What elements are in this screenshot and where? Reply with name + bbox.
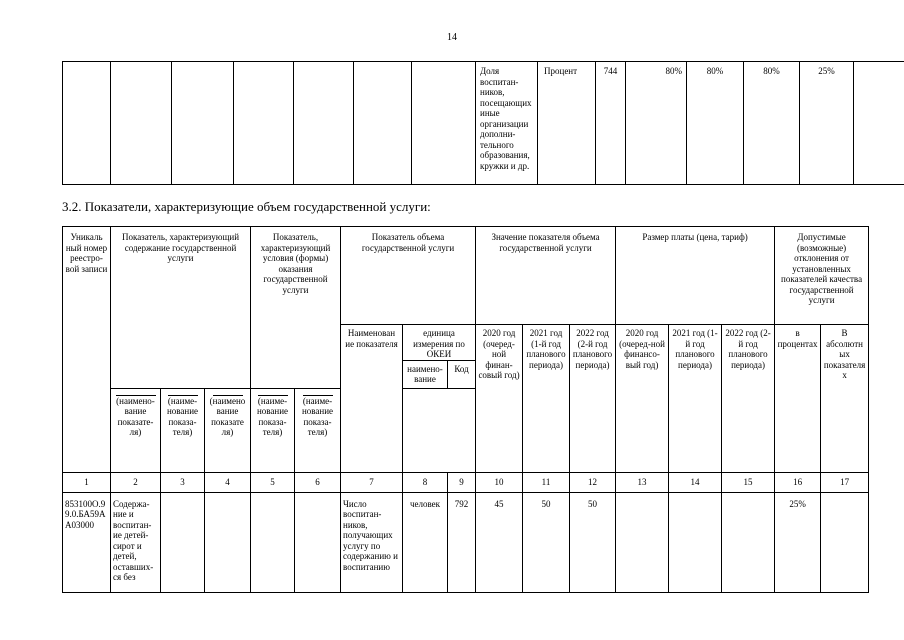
empty-cell bbox=[111, 62, 172, 185]
header-unique-number: Уникаль ный номер реестро-вой записи bbox=[63, 227, 111, 473]
col-number-10: 10 bbox=[476, 472, 523, 492]
empty-cell bbox=[295, 492, 341, 592]
header-percent: в процентах bbox=[775, 325, 821, 473]
col-number-12: 12 bbox=[570, 472, 616, 492]
row-record-id: 853100О.99.0.БА59АА03000 bbox=[63, 492, 111, 592]
col-number-1: 1 bbox=[63, 472, 111, 492]
row-deviation-percent: 25% bbox=[775, 492, 821, 592]
empty-cell bbox=[251, 492, 295, 592]
empty-cell bbox=[234, 62, 294, 185]
header-value-group: Значение показателя объема государственной услуги bbox=[476, 227, 616, 325]
header-deviation-group: Допустимые (возможные) отклонения от установленных показателей качества государственной услуги bbox=[775, 227, 869, 325]
quality-value-2020: 80% bbox=[626, 62, 687, 185]
col-number-3: 3 bbox=[161, 472, 205, 492]
col-number-6: 6 bbox=[295, 472, 341, 492]
header-value-2021: 2021 год (1-й год планового периода) bbox=[523, 325, 570, 473]
header-absolute: В абсолютн ых показателя х bbox=[821, 325, 869, 473]
col-number-4: 4 bbox=[205, 472, 251, 492]
col-number-9: 9 bbox=[448, 472, 476, 492]
row-value-2021: 50 bbox=[523, 492, 570, 592]
header-conditions-group: Показатель, характеризующий условия (формы) оказания государственной услуги bbox=[251, 227, 341, 389]
col-number-7: 7 bbox=[341, 472, 403, 492]
col-number-5: 5 bbox=[251, 472, 295, 492]
quality-unit-code: 744 bbox=[596, 62, 626, 185]
empty-cell bbox=[821, 492, 869, 592]
quality-value-2021: 80% bbox=[687, 62, 744, 185]
col-number-8: 8 bbox=[403, 472, 448, 492]
col-number-16: 16 bbox=[775, 472, 821, 492]
header-value-2022: 2022 год (2-й год планового периода) bbox=[570, 325, 616, 473]
header-sub-indicator-4: (наиме-нование показа-теля) bbox=[251, 388, 295, 472]
empty-cell bbox=[161, 492, 205, 592]
empty-cell bbox=[205, 492, 251, 592]
empty-cell bbox=[722, 492, 775, 592]
row-value-2022: 50 bbox=[570, 492, 616, 592]
header-indicator-name: Наименован ие показателя bbox=[341, 325, 403, 473]
col-number-2: 2 bbox=[111, 472, 161, 492]
row-unit-code: 792 bbox=[448, 492, 476, 592]
col-number-11: 11 bbox=[523, 472, 570, 492]
empty-cell bbox=[616, 492, 669, 592]
row-volume-indicator: Число воспитан-ников, получающих услугу по содержанию и воспитанию bbox=[341, 492, 403, 592]
row-value-2020: 45 bbox=[476, 492, 523, 592]
header-content-group: Показатель, характеризующий содержание государственной услуги bbox=[111, 227, 251, 389]
header-sub-indicator-2: (наиме-нование показа-теля) bbox=[161, 388, 205, 472]
col-number-17: 17 bbox=[821, 472, 869, 492]
empty-cell bbox=[412, 62, 476, 185]
header-volume-group: Показатель объема государственной услуги bbox=[341, 227, 476, 325]
quality-value-2022: 80% bbox=[744, 62, 800, 185]
header-value-2020: 2020 год (очеред-ной финан-совый год) bbox=[476, 325, 523, 473]
empty-cell bbox=[669, 492, 722, 592]
empty-cell bbox=[354, 62, 412, 185]
header-fee-2020: 2020 год (очеред-ной финансо-вый год) bbox=[616, 325, 669, 473]
quality-unit-name: Процент bbox=[538, 62, 596, 185]
header-fee-2021: 2021 год (1-й год планового периода) bbox=[669, 325, 722, 473]
header-fee-2022: 2022 год (2-й год планового периода) bbox=[722, 325, 775, 473]
row-unit-name: человек bbox=[403, 492, 448, 592]
header-fee-group: Размер платы (цена, тариф) bbox=[616, 227, 775, 325]
header-sub-indicator-5: (наиме-нование показа-теля) bbox=[295, 388, 341, 472]
quality-deviation-percent: 25% bbox=[800, 62, 854, 185]
header-unit-name: наимено-вание bbox=[403, 360, 448, 388]
empty-cell bbox=[172, 62, 234, 185]
col-number-13: 13 bbox=[616, 472, 669, 492]
col-number-14: 14 bbox=[669, 472, 722, 492]
page-number: 14 bbox=[447, 32, 457, 43]
header-sub-indicator-3: (наимено вание показате ля) bbox=[205, 388, 251, 472]
row-content-indicator: Содержа-ние и воспитан-ие детей-сирот и детей, оставших-ся без bbox=[111, 492, 161, 592]
header-sub-indicator-1: (наимено-вание показате-ля) bbox=[111, 388, 161, 472]
empty-cell bbox=[63, 62, 111, 185]
empty-cell bbox=[294, 62, 354, 185]
empty-cell bbox=[854, 62, 904, 185]
section-heading: 3.2. Показатели, характеризующие объем государственной услуги: bbox=[62, 199, 431, 214]
quality-indicator-name: Доля воспитан-ников, посещающих иные организации дополни-тельного образования, кружки и др. bbox=[476, 62, 538, 185]
quality-table-continuation bbox=[62, 61, 904, 185]
volume-table bbox=[62, 226, 869, 593]
header-unit-code: Код bbox=[448, 360, 476, 388]
header-unit-okei: единица измерения по ОКЕИ bbox=[403, 325, 476, 361]
col-number-15: 15 bbox=[722, 472, 775, 492]
